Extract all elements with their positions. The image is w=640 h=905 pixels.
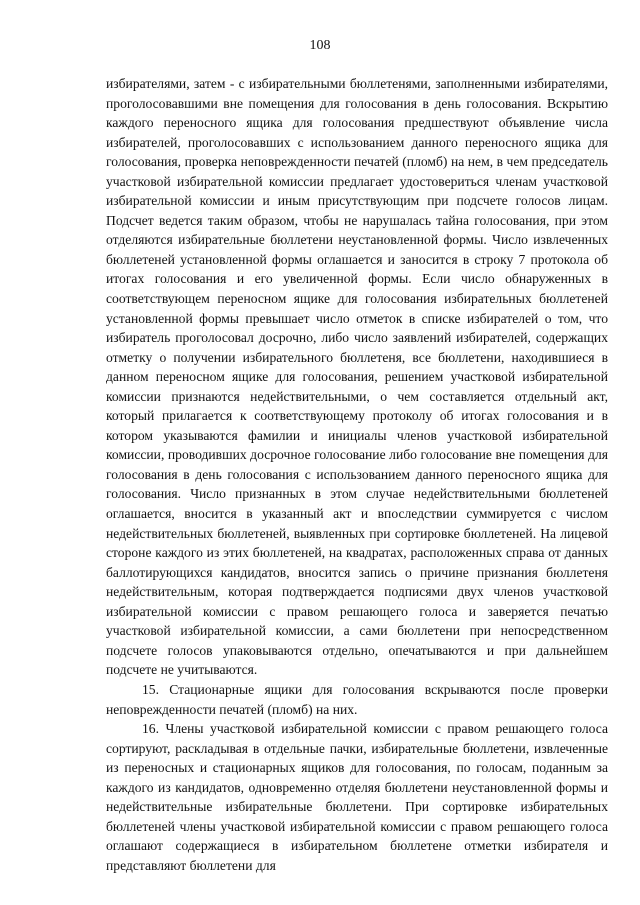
page-number: 108 <box>309 38 331 53</box>
paragraph-item-15: 15. Стационарные ящики для голосования вскрываются после проверки неповрежденности печатей (пломб) на них. <box>106 681 608 717</box>
document-body <box>106 74 608 875</box>
paragraph-continuation: избирателями, затем - с избирательными бюллетенями, заполненными избирателями, проголосовавшими вне помещения для голосования в день голосования. Вскрытию каждого переносного ящика для голосования предшествуют объявление числа избирателей, проголосовавших с использованием данного переносного ящика для голосования, проверка неповрежденности печатей (пломб) на нем, в чем председатель участковой избирательной комиссии предлагает удостовериться членам участковой избирательной комиссии и иным присутствующим при подсчете голосов лицам. Подсчет ведется таким образом, чтобы не нарушалась тайна голосования, при этом отделяются избирательные бюллетени неустановленной формы. Число извлеченных бюллетеней установленной формы оглашается и заносится в строку 7 протокола об итогах голосования и его увеличенной формы. Если число обнаруженных в соответствующем переносном ящике для голосования избирательных бюллетеней установленной формы превышает число отметок в списке избирателей о том, что избиратель проголосовал досрочно, либо число заявлений избирателей, содержащих отметку о получении избирательного бюллетеня, все бюллетени, находившиеся в данном переносном ящике для голосования, решением участковой избирательной комиссии признаются недействительными, о чем составляется отдельный акт, который прилагается к соответствующему протоколу об итогах голосования и в котором указываются фамилии и инициалы членов участковой избирательной комиссии, проводивших досрочное голосование либо голосование вне помещения для голосования в день голосования с использованием данного переносного ящика для голосования. Число признанных в этом случае недействительными бюллетеней оглашается, вносится в указанный акт и впоследствии суммируется с числом недействительных бюллетеней, выявленных при сортировке бюллетеней. На лицевой стороне каждого из этих бюллетеней, на квадратах, расположенных справа от данных баллотирующихся кандидатов, вносится запись о причине признания бюллетеня недействительным, которая подтверждается подписями двух членов участковой избирательной комиссии с правом решающего голоса и заверяется печатью участковой избирательной комиссии, а сами бюллетени при непосредственном подсчете голосов упаковываются отдельно, опечатываются и при дальнейшем подсчете не учитываются. <box>106 76 608 678</box>
paragraph-item-16: 16. Члены участковой избирательной комиссии с правом решающего голоса сортируют, раскладывая в отдельные пачки, избирательные бюллетени, извлеченные из переносных и стационарных ящиков для голосования, по голосам, поданным за каждого из кандидатов, одновременно отделяя бюллетени неустановленной формы и недействительные избирательные бюллетени. При сортировке избирательных бюллетеней члены участковой избирательной комиссии с правом решающего голоса оглашают содержащиеся в избирательном бюллетене отметки избирателя и представляют бюллетени для <box>106 721 608 873</box>
